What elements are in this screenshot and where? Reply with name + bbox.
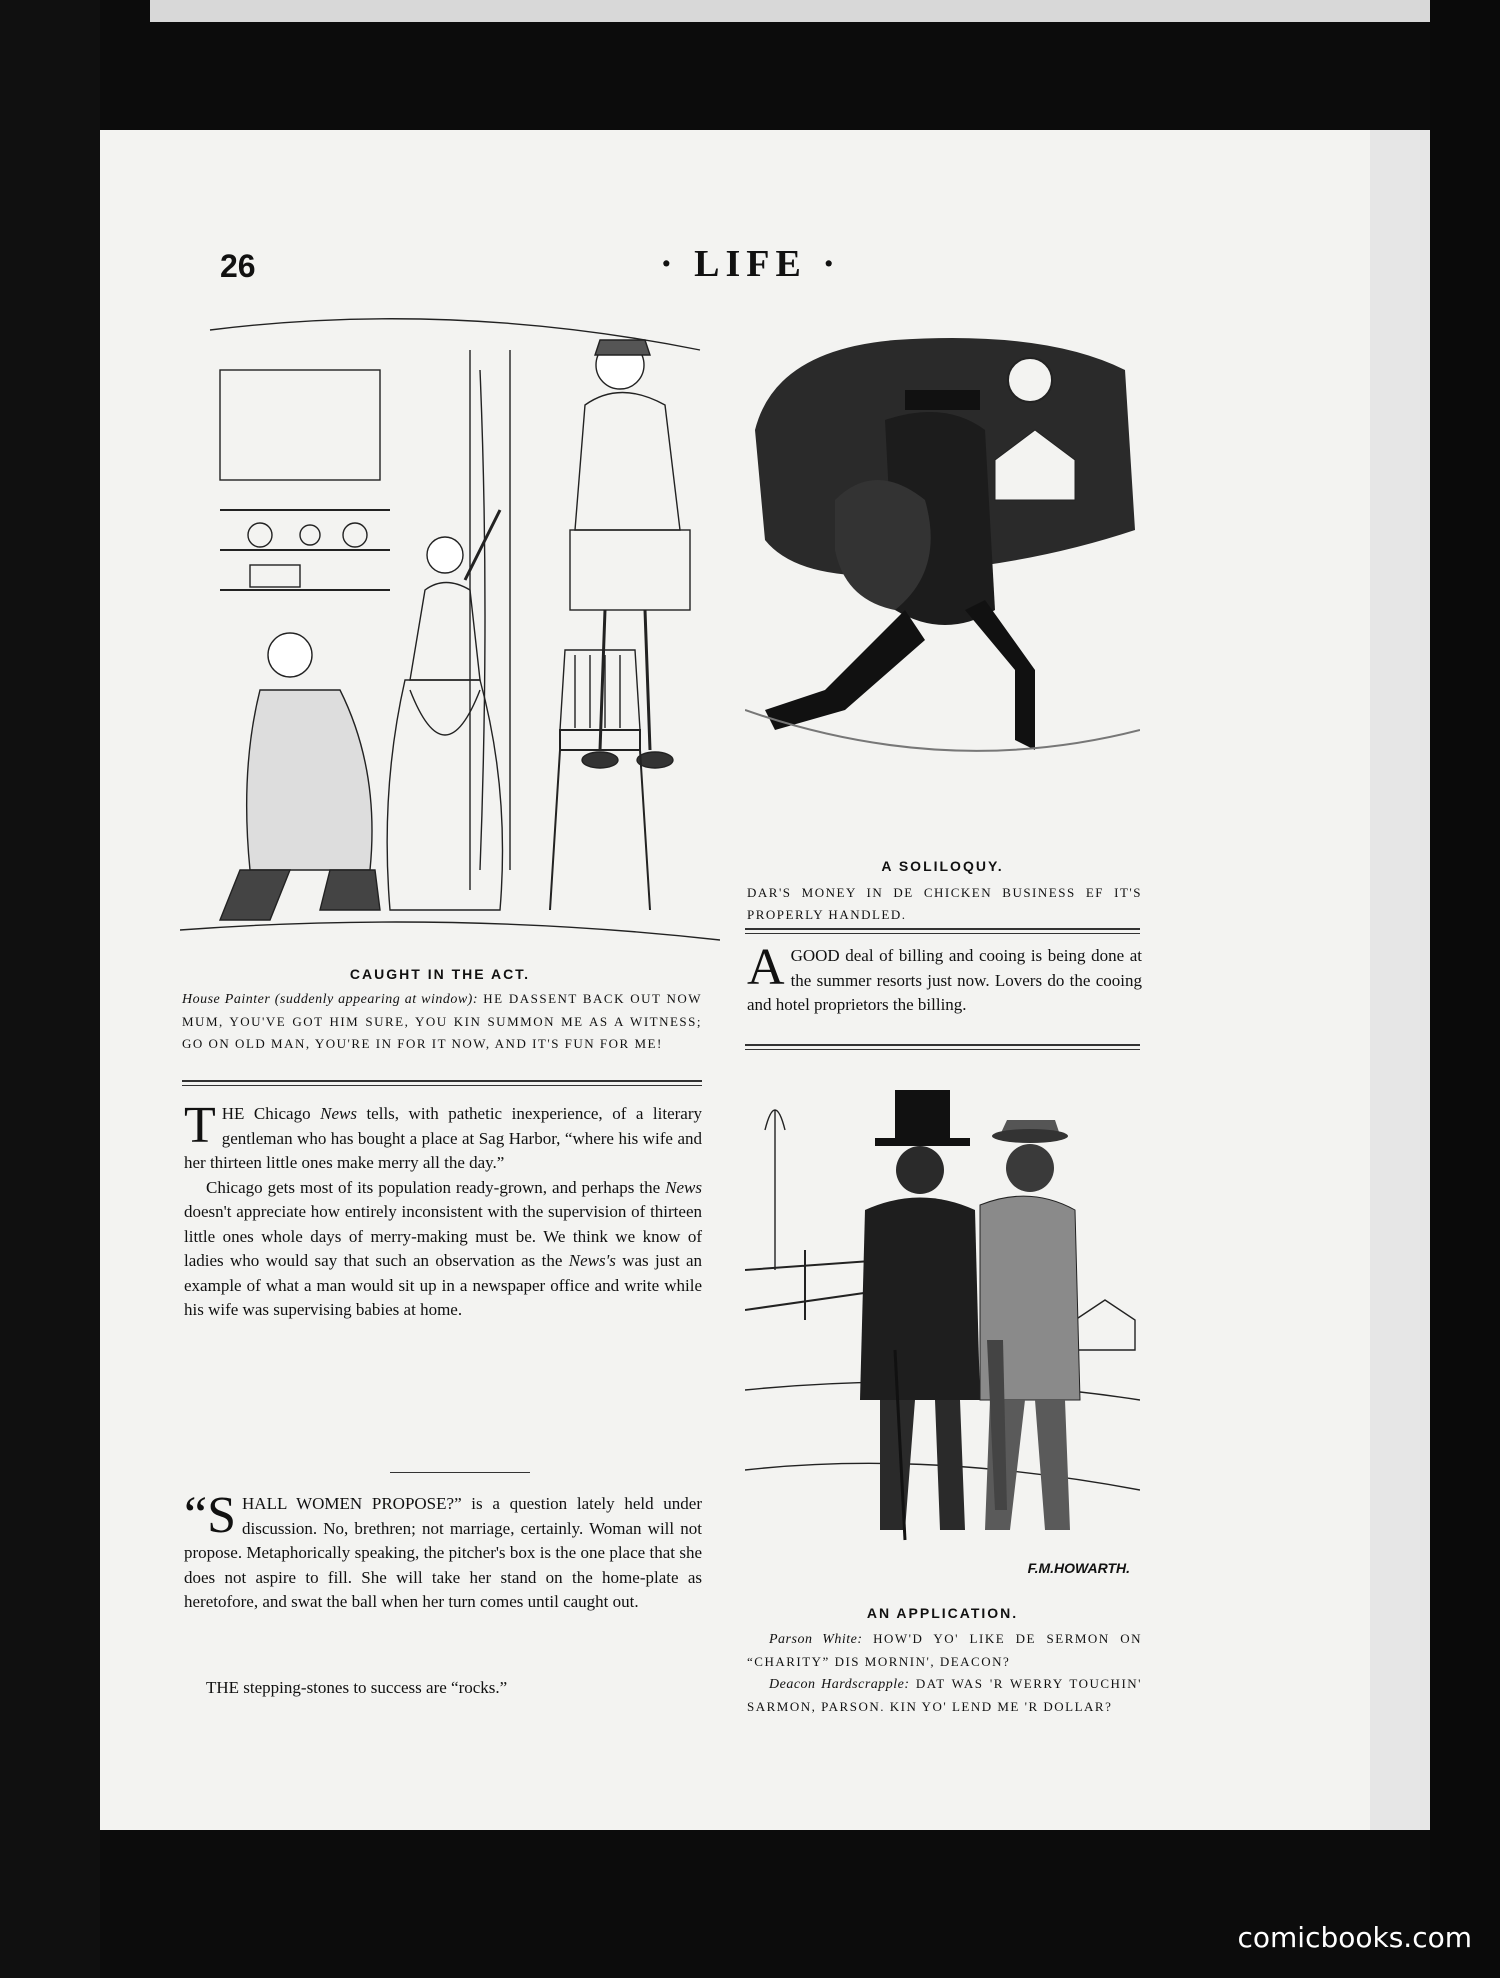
caption-quote-painter: HE DASSENT BACK OUT NOW MUM, YOU'VE GOT HIM SURE, YOU KIN SUMMON ME AS A WITNESS; GO ON OLD MAN, YOU'RE IN FOR IT NOW, AND IT'S FUN FOR ME! (182, 991, 703, 1051)
divider-short-1 (390, 1472, 530, 1473)
article-chicago-news (184, 1097, 702, 1323)
site-watermark: comicbooks.com (1237, 1921, 1472, 1954)
chicago-news-possessive: News's (568, 1251, 616, 1270)
divider-right-1 (745, 928, 1140, 934)
scan-border-right (1430, 0, 1500, 1978)
scan-border-left (0, 0, 100, 1978)
chicago-news-title-2: News (665, 1177, 702, 1197)
chicago-text-4: doesn't appreciate how entirely inconsistent with the supervision of thirteen little ones whole days of merry-making must be. We think we know of ladies who would say that such an observation as the (184, 1202, 702, 1270)
women-propose-text: HALL WOMEN PROPOSE?” is a question lately held under discussion. No, brethren; not marriage, certainly. Woman will not propose. Metaphorically speaking, the pitcher's box is the one place that she does not aspire to fill. She will take her stand on the home-plate as heretofore, and swat the ball when her turn comes until caught out. (184, 1494, 702, 1611)
illustration-soliloquy (745, 310, 1140, 790)
dropcap-t: T (184, 1097, 216, 1154)
previous-page-edge (150, 0, 1430, 22)
drawing-house-interior (180, 310, 720, 950)
caption-title-soliloquy: A SOLILOQUY. (881, 858, 1004, 874)
article-women-propose (184, 1487, 702, 1615)
illustration-caught-in-the-act (180, 310, 720, 950)
dialogue-deacon (747, 1673, 1142, 1718)
masthead-title: · LIFE · (660, 243, 842, 285)
artist-signature: F.M.HOWARTH. (1027, 1560, 1130, 1576)
article-billing-cooing (747, 939, 1142, 1018)
drawing-moonlit-figure (745, 310, 1140, 790)
caption-title-application: AN APPLICATION. (866, 1605, 1019, 1621)
line-deacon: DAT WAS 'R WERRY TOUCHIN' SARMON, PARSON. KIN YO' LEND ME 'R DOLLAR? (747, 1676, 1142, 1714)
dialogue-parson (747, 1628, 1142, 1673)
page-number: 26 (220, 248, 256, 284)
article-stepping-stones: THE stepping-stones to success are “rocks.” (206, 1678, 508, 1697)
chicago-text-2: tells, with pathetic inexperience, of a literary gentleman who has bought a place at Sag Harbor, “where his wife and her thirteen little ones make merry all the day.” (184, 1104, 702, 1172)
chicago-text-1: HE Chicago (221, 1104, 321, 1123)
open-quote: “ (184, 1487, 208, 1544)
chicago-news-title: News (320, 1104, 357, 1123)
line-parson-white: HOW'D YO' LIKE DE SERMON ON “CHARITY” DIS MORNIN', DEACON? (747, 1631, 1143, 1669)
caption-text-caught (182, 988, 702, 1055)
billing-text: GOOD deal of billing and cooing is being done at the summer resorts just now. Lovers do the cooing and hotel proprietors the billing. (747, 946, 1142, 1014)
drawing-two-men-walking (745, 1070, 1140, 1590)
divider-right-2 (745, 1044, 1140, 1050)
chicago-text-3: Chicago gets most of its population ready-grown, and perhaps the (206, 1177, 666, 1197)
dropcap-s (184, 1487, 237, 1544)
caption-text-soliloquy: DAR'S MONEY IN DE CHICKEN BUSINESS EF IT'S PROPERLY HANDLED. (747, 885, 1142, 922)
chicago-text-5: was just an example of what a man would sit up in a newspaper office and write while his wife was supervising babies at home. (184, 1251, 702, 1319)
caption-speaker-painter: House Painter (suddenly appearing at window): (182, 992, 479, 1007)
divider-left-1 (182, 1080, 702, 1086)
dropcap-a: A (747, 939, 785, 996)
caption-text-application (747, 1628, 1142, 1718)
illustration-an-application (745, 1070, 1140, 1590)
dropcap-s-letter: S (207, 1487, 237, 1544)
speaker-deacon: Deacon Hardscrapple: (769, 1677, 910, 1692)
caption-title-caught: CAUGHT IN THE ACT. (349, 966, 531, 982)
chicago-paragraph-2 (184, 1176, 702, 1323)
magazine-page (100, 130, 1370, 1830)
speaker-parson-white: Parson White: (769, 1632, 863, 1647)
